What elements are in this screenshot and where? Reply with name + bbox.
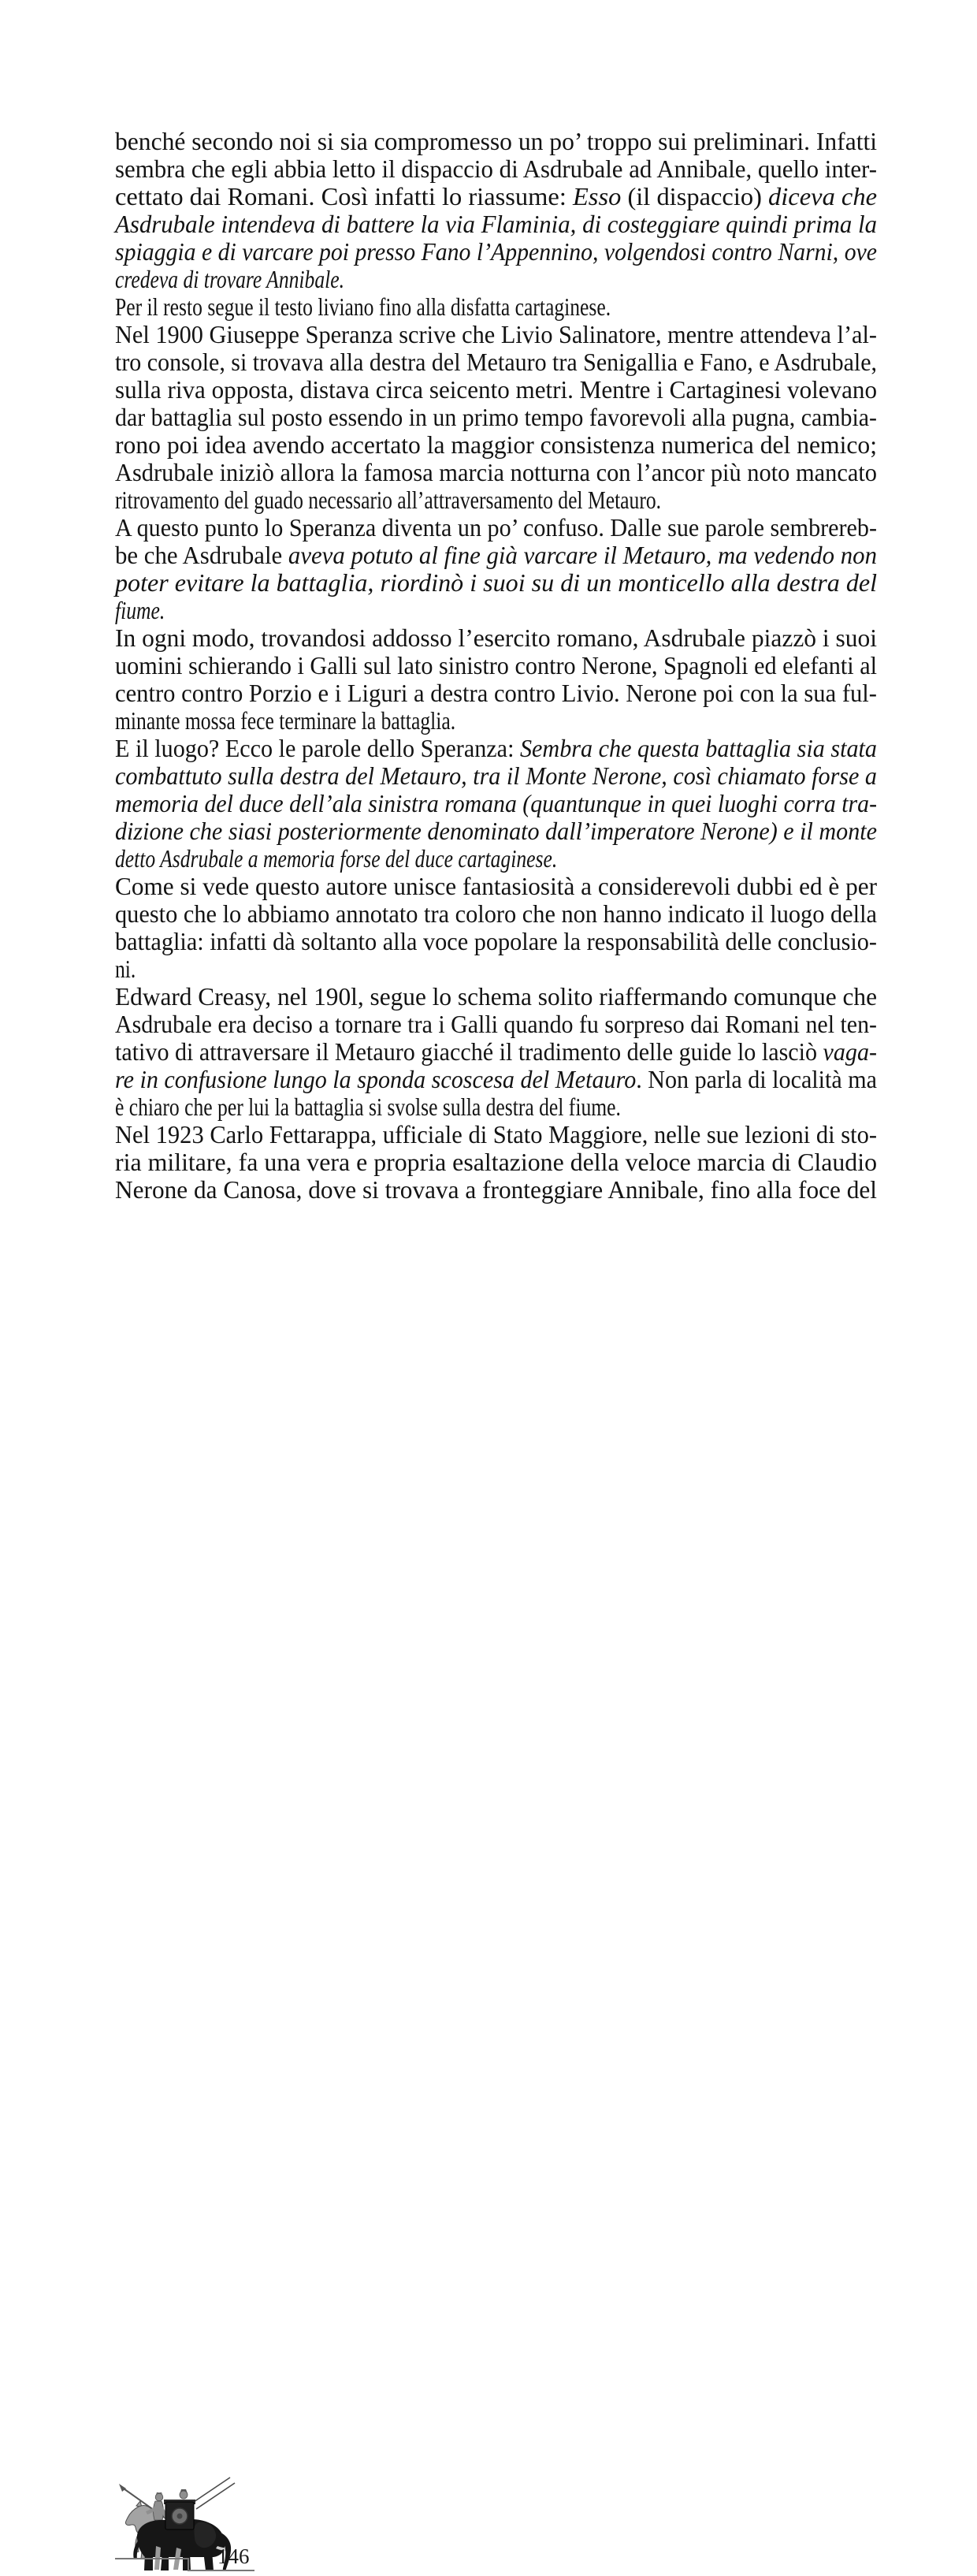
paragraph	[115, 514, 877, 624]
text-run: ritrovamento del guado necessario all’attraversamento del Metauro.	[115, 486, 662, 514]
paragraph	[115, 321, 877, 514]
text-line	[115, 735, 877, 762]
paragraph	[115, 1121, 877, 1204]
text-line	[115, 128, 877, 155]
text-line	[115, 762, 877, 790]
text-line	[115, 1148, 877, 1176]
italic-run: credeva di trovare Annibale.	[115, 265, 344, 293]
text-run: Nel 1900 Giuseppe Speranza scrive che Livio Salinatore, mentre attendeva l’al-	[115, 320, 877, 348]
italic-run: Esso	[572, 182, 622, 210]
text-line	[115, 873, 877, 900]
text-line	[115, 817, 877, 845]
italic-run: dizione che siasi posteriormente denominato dall’imperatore Nerone) e il monte	[115, 817, 877, 845]
text-line	[115, 790, 877, 817]
lances-icon	[191, 2477, 235, 2509]
text-line	[115, 348, 877, 376]
italic-run: detto Asdrubale a memoria forse del duce cartaginese.	[115, 844, 558, 873]
text-line	[115, 404, 877, 431]
italic-run: combattuto sulla destra del Metauro, tra il Monte Nerone, così chiamato forse a	[115, 761, 877, 790]
italic-run: diceva che	[768, 182, 877, 210]
text-line	[115, 431, 877, 459]
text-line	[115, 486, 877, 514]
text-line	[115, 983, 877, 1011]
text-line	[115, 376, 877, 404]
paragraph	[115, 293, 877, 321]
text-run: Nel 1923 Carlo Fettarappa, ufficiale di Stato Maggiore, nelle sue lezioni di sto-	[115, 1120, 877, 1148]
text-run: tativo di attraversare il Metauro giacché il tradimento delle guide lo lasciò	[115, 1037, 823, 1066]
text-line	[115, 679, 877, 707]
text-run: E il luogo? Ecco le parole dello Speranza:	[115, 734, 520, 762]
text-run: rono poi idea avendo accertato la maggior consistenza numerica del nemico;	[115, 430, 877, 459]
paragraph	[115, 624, 877, 735]
text-run: In ogni modo, trovandosi addosso l’esercito romano, Asdrubale piazzò i suoi	[115, 624, 877, 652]
text-line	[115, 459, 877, 486]
text-line	[115, 1011, 877, 1038]
text-line	[115, 1038, 877, 1066]
italic-run: fiume.	[115, 596, 165, 624]
text-run: centro contro Porzio e i Liguri a destra contro Livio. Nerone poi con la sua ful-	[115, 679, 877, 707]
text-run: dar battaglia sul posto essendo in un primo tempo favorevoli alla pugna, cambia-	[115, 403, 877, 431]
text-run: be che Asdrubale	[115, 541, 288, 569]
italic-run: Asdrubale intendeva di battere la via Flaminia, di costeggiare quindi prima la	[115, 210, 877, 238]
italic-run: spiaggia e di varcare poi presso Fano l’Appennino, volgendosi contro Narni, ove	[115, 237, 877, 266]
text-run: Nerone da Canosa, dove si trovava a fronteggiare Annibale, fino alla foce del	[115, 1175, 877, 1204]
text-line	[115, 845, 877, 873]
text-run: è chiaro che per lui la battaglia si svolse sulla destra del fiume.	[115, 1093, 621, 1121]
text-run: sulla riva opposta, distava circa seicento metri. Mentre i Cartaginesi volevano	[115, 375, 877, 404]
text-line	[115, 955, 877, 983]
text-run: questo che lo abbiamo annotato tra coloro che non hanno indicato il luogo della	[115, 899, 877, 928]
text-run: uomini schierando i Galli sul lato sinistro contro Nerone, Spagnoli ed elefanti al	[115, 651, 877, 679]
text-line	[115, 183, 877, 210]
text-run: A questo punto lo Speranza diventa un po’ confuso. Dalle sue parole sembrereb-	[115, 513, 877, 542]
text-block	[115, 128, 877, 1204]
text-line	[115, 238, 877, 266]
text-line	[115, 624, 877, 652]
italic-run: aveva potuto al fine già varcare il Metauro, ma vedendo non	[288, 541, 877, 569]
text-line	[115, 542, 877, 569]
text-line	[115, 321, 877, 348]
text-line	[115, 900, 877, 928]
text-run: benché secondo noi si sia compromesso un po’ troppo sui preliminari. Infatti	[115, 127, 877, 155]
text-run: ni.	[115, 955, 136, 983]
text-run: (il dispaccio)	[621, 182, 769, 210]
italic-run: re in confusione lungo la sponda scoscesa del Metauro	[115, 1065, 637, 1093]
paragraph	[115, 735, 877, 873]
text-run: battaglia: infatti dà soltanto alla voce popolare la responsabilità delle conclusio-	[115, 927, 877, 955]
text-run: Per il resto segue il testo liviano fino alla disfatta cartaginese.	[115, 292, 611, 321]
text-run: Come si vede questo autore unisce fantasiosità a considerevoli dubbi ed è per	[115, 872, 877, 900]
italic-run: memoria del duce dell’ala sinistra romana (quantunque in quei luoghi corra tra-	[115, 789, 877, 817]
text-line	[115, 1176, 877, 1204]
paragraph	[115, 128, 877, 293]
italic-run: vaga-	[823, 1037, 877, 1066]
paragraph	[115, 873, 877, 983]
text-line	[115, 514, 877, 542]
text-line	[115, 266, 877, 293]
text-run: Edward Creasy, nel 190l, segue lo schema solito riaffermando comunque che	[115, 982, 877, 1011]
italic-run: Sembra che questa battaglia sia stata	[519, 734, 877, 762]
text-line	[115, 597, 877, 624]
text-line	[115, 652, 877, 679]
page-footer	[0, 1230, 977, 2568]
text-line	[115, 569, 877, 597]
text-line	[115, 1121, 877, 1148]
text-line	[115, 1066, 877, 1093]
text-line	[115, 155, 877, 183]
paragraph	[115, 983, 877, 1121]
text-run: tro console, si trovava alla destra del Metauro tra Senigallia e Fano, e Asdrubale,	[115, 348, 877, 376]
text-line	[115, 1093, 877, 1121]
text-line	[115, 210, 877, 238]
text-run: ria militare, fa una vera e propria esaltazione della veloce marcia di Claudio	[115, 1148, 877, 1176]
text-line	[115, 707, 877, 735]
text-line	[115, 928, 877, 955]
text-run: minante mossa fece terminare la battaglia.	[115, 706, 456, 735]
text-run: . Non parla di località ma	[636, 1065, 877, 1093]
text-line	[115, 293, 877, 321]
footer-step-rule-bottom	[188, 2570, 254, 2571]
howdah-tower-icon	[164, 2489, 195, 2529]
footer-step-rule-top	[115, 2558, 189, 2559]
italic-run: poter evitare la battaglia, riordinò i suoi su di un monticello alla destra del	[115, 568, 877, 597]
text-run: Asdrubale iniziò allora la famosa marcia notturna con l’ancor più noto mancato	[115, 458, 877, 486]
text-run: cettato dai Romani. Così infatti lo riassume:	[115, 182, 573, 210]
page-number: 146	[217, 2544, 250, 2568]
text-run: sembra che egli abbia letto il dispaccio di Asdrubale ad Annibale, quello inter-	[115, 154, 877, 183]
text-run: Asdrubale era deciso a tornare tra i Galli quando fu sorpreso dai Romani nel ten-	[115, 1010, 877, 1038]
